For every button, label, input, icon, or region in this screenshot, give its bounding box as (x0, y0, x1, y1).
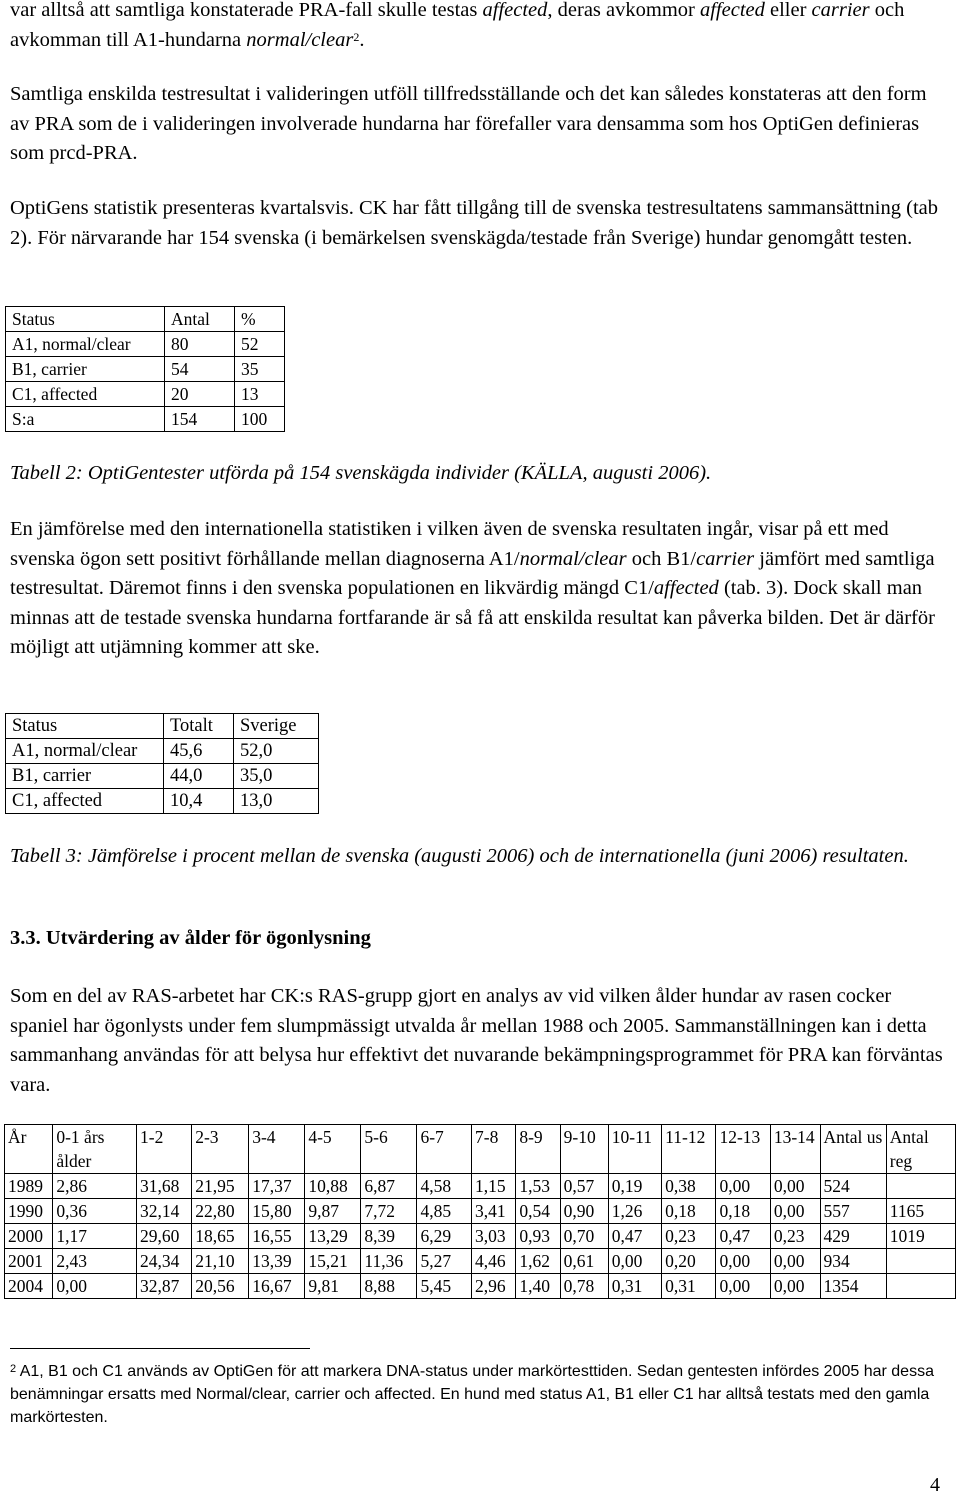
table-cell: 0,78 (560, 1274, 608, 1299)
table-header-cell: 7-8 (472, 1125, 516, 1174)
table-cell: 0,90 (560, 1199, 608, 1224)
table-cell: 5,45 (417, 1274, 472, 1299)
table-cell: 10,88 (305, 1174, 361, 1199)
table-cell: 4,46 (472, 1249, 516, 1274)
table-2 (5, 306, 285, 432)
table-cell: 32,87 (137, 1274, 192, 1299)
table-header-row (6, 714, 319, 739)
table-cell: 154 (165, 407, 235, 432)
table-cell: 2004 (5, 1274, 53, 1299)
table-cell: A1, normal/clear (6, 332, 165, 357)
table-cell: 0,38 (662, 1174, 716, 1199)
table-2-caption: Tabell 2: OptiGentester utförda på 154 svenskägda individer (KÄLLA, augusti 2006). (10, 462, 712, 484)
table-cell: 13,0 (234, 789, 319, 814)
table-row (6, 357, 285, 382)
table-cell: 35 (235, 357, 285, 382)
table-cell: 2000 (5, 1224, 53, 1249)
table-cell: 16,55 (249, 1224, 305, 1249)
table-cell: 13 (235, 382, 285, 407)
table-cell: 11,36 (361, 1249, 417, 1274)
table-cell: 4,58 (417, 1174, 472, 1199)
table-cell: 8,39 (361, 1224, 417, 1249)
table-header-cell: % (235, 307, 285, 332)
table-cell: 2001 (5, 1249, 53, 1274)
table-cell: 5,27 (417, 1249, 472, 1274)
table-header-cell: 5-6 (361, 1125, 417, 1174)
table-cell: 21,10 (192, 1249, 249, 1274)
table-cell: 16,67 (249, 1274, 305, 1299)
table-cell: 0,47 (608, 1224, 661, 1249)
table-cell: C1, affected (6, 789, 164, 814)
table-header-cell: Antal reg (886, 1125, 955, 1174)
table-cell: 100 (235, 407, 285, 432)
table-cell: 9,81 (305, 1274, 361, 1299)
table-header-cell: Antal (165, 307, 235, 332)
table-cell: 15,21 (305, 1249, 361, 1274)
table-cell: 1354 (820, 1274, 886, 1299)
table-cell: 80 (165, 332, 235, 357)
table-cell: 0,00 (716, 1249, 770, 1274)
table-row (6, 789, 319, 814)
table-header-cell: 8-9 (516, 1125, 560, 1174)
table-cell: 24,34 (137, 1249, 192, 1274)
table-cell: 0,00 (770, 1174, 820, 1199)
table-header-cell: Antal us (820, 1125, 886, 1174)
table-cell (886, 1174, 955, 1199)
footnote-ref[interactable]: 2 (353, 29, 360, 44)
paragraph-analysis: Som en del av RAS-arbetet har CK:s RAS-grupp gjort en analys av vid vilken ålder hundar av rasen cocker spaniel har ögonlysts under fem slumpmässigt utvalda år mellan 1988 och 2005. Sammanställningen kan i detta sammanhang användas för att belysa hur effektivt det nuvarande bekämpningsprogrammet för PRA kan förväntas vara. (10, 985, 943, 1096)
table-cell: 6,29 (417, 1224, 472, 1249)
table-cell: 45,6 (164, 739, 234, 764)
table-header-cell: 11-12 (662, 1125, 716, 1174)
table-cell: 0,00 (716, 1274, 770, 1299)
table-header-cell: 4-5 (305, 1125, 361, 1174)
table-cell: 0,18 (662, 1199, 716, 1224)
table-cell: 29,60 (137, 1224, 192, 1249)
table-header-cell: Status (6, 307, 165, 332)
paragraph-statistics: OptiGens statistik presenteras kvartalsvis. CK har fått tillgång till de svenska testresultatens sammansättning (tab 2). För närvarande har 154 svenska (i bemärkelsen svenskägda/testade från Sverige) hundar genomgått testen. (10, 197, 938, 249)
table-header-cell: År (5, 1125, 53, 1174)
table-cell: 22,80 (192, 1199, 249, 1224)
table-cell: 557 (820, 1199, 886, 1224)
table-row (6, 332, 285, 357)
table-cell: 2,96 (472, 1274, 516, 1299)
table-cell (886, 1249, 955, 1274)
paragraph-comparison: En jämförelse med den internationella statistiken i vilken även de svenska resultaten ingår, visar på ett med svenska ögon sett positivt förhållande mellan diagnoserna A1/normal/clear och B1/carrier jämfört med samtliga testresultat. Däremot finns i den svenska populationen en likvärdig mängd C1/affected (tab. 3). Dock skall man minnas att de testade svenska hundarna fortfarande är så få att enskilda resultat kan påverka bilden. Det är därför möjligt att utjämning kommer att ske. (10, 518, 935, 658)
table-cell: 20,56 (192, 1274, 249, 1299)
table-cell: 1165 (886, 1199, 955, 1224)
table-row (5, 1274, 956, 1299)
table-cell: 35,0 (234, 764, 319, 789)
table-cell: 1,53 (516, 1174, 560, 1199)
table-cell: 17,37 (249, 1174, 305, 1199)
table-cell: 52,0 (234, 739, 319, 764)
table-cell: 2,86 (53, 1174, 137, 1199)
table-cell: 3,41 (472, 1199, 516, 1224)
table-cell: 1019 (886, 1224, 955, 1249)
table-cell: 18,65 (192, 1224, 249, 1249)
table-cell: 54 (165, 357, 235, 382)
table-cell: 934 (820, 1249, 886, 1274)
table-cell: 8,88 (361, 1274, 417, 1299)
table-cell: 13,29 (305, 1224, 361, 1249)
table-cell: 1,17 (53, 1224, 137, 1249)
table-cell: 2,43 (53, 1249, 137, 1274)
table-cell: 44,0 (164, 764, 234, 789)
table-cell: 0,00 (608, 1249, 661, 1274)
paragraph-validation: Samtliga enskilda testresultat i valideringen utföll tillfredsställande och det kan således konstateras att den form av PRA som de i valideringen involverade hundarna har förefaller vara densamma som hos OptiGen definieras som prcd-PRA. (10, 83, 927, 164)
table-cell: 31,68 (137, 1174, 192, 1199)
footnote-divider (10, 1348, 310, 1349)
table-cell: S:a (6, 407, 165, 432)
table-cell: 0,19 (608, 1174, 661, 1199)
table-cell: 3,03 (472, 1224, 516, 1249)
table-row (6, 764, 319, 789)
table-cell: 0,00 (770, 1274, 820, 1299)
table-row (5, 1199, 956, 1224)
table-cell: 6,87 (361, 1174, 417, 1199)
table-4 (4, 1124, 956, 1299)
section-heading: 3.3. Utvärdering av ålder för ögonlysning (10, 927, 371, 949)
table-header-row (6, 307, 285, 332)
table-cell: 1989 (5, 1174, 53, 1199)
table-cell: 0,20 (662, 1249, 716, 1274)
table-cell: 10,4 (164, 789, 234, 814)
table-row (6, 407, 285, 432)
paragraph-continuation: var alltså att samtliga konstaterade PRA-fall skulle testas affected, deras avkommor affected eller carrier och avkomman till A1-hundarna normal/clear$^2$. (10, 0, 905, 51)
table-header-cell: Totalt (164, 714, 234, 739)
table-cell (886, 1274, 955, 1299)
table-header-row (5, 1125, 956, 1174)
table-cell: 1,62 (516, 1249, 560, 1274)
table-cell: 524 (820, 1174, 886, 1199)
table-cell: 52 (235, 332, 285, 357)
table-cell: 0,23 (662, 1224, 716, 1249)
table-row (6, 739, 319, 764)
table-header-cell: 0-1 års ålder (53, 1125, 137, 1174)
table-cell: 0,00 (53, 1274, 137, 1299)
table-3 (5, 713, 319, 814)
table-header-cell: 12-13 (716, 1125, 770, 1174)
table-header-cell: 13-14 (770, 1125, 820, 1174)
table-cell: 13,39 (249, 1249, 305, 1274)
table-cell: 0,18 (716, 1199, 770, 1224)
table-cell: 1990 (5, 1199, 53, 1224)
table-row (5, 1224, 956, 1249)
table-header-cell: Status (6, 714, 164, 739)
table-3-caption: Tabell 3: Jämförelse i procent mellan de svenska (augusti 2006) och de internationella (juni 2006) resultaten. (10, 845, 909, 867)
table-cell: A1, normal/clear (6, 739, 164, 764)
table-cell: 0,31 (608, 1274, 661, 1299)
table-header-cell: 2-3 (192, 1125, 249, 1174)
table-cell: 0,00 (770, 1249, 820, 1274)
footnote: $^2$ A1, B1 och C1 används av OptiGen för att markera DNA-status under markörtesttiden. Sedan gentesten infördes 2005 har dessa benämningar ersatts med Normal/clear, carrier och affected. En hund med status A1, B1 eller C1 har alltså testats med den gamla markörtesten. (10, 1363, 934, 1426)
table-cell: 1,40 (516, 1274, 560, 1299)
table-cell: 1,26 (608, 1199, 661, 1224)
table-header-cell: 3-4 (249, 1125, 305, 1174)
table-cell: 0,31 (662, 1274, 716, 1299)
table-row (6, 382, 285, 407)
table-cell: 0,70 (560, 1224, 608, 1249)
table-cell: 0,36 (53, 1199, 137, 1224)
table-cell: 0,47 (716, 1224, 770, 1249)
table-cell: 429 (820, 1224, 886, 1249)
table-cell: 0,54 (516, 1199, 560, 1224)
table-cell: 7,72 (361, 1199, 417, 1224)
table-cell: 15,80 (249, 1199, 305, 1224)
page-number: 4 (930, 1474, 940, 1496)
table-row (5, 1249, 956, 1274)
table-cell: 0,00 (770, 1199, 820, 1224)
table-header-cell: 6-7 (417, 1125, 472, 1174)
table-cell: B1, carrier (6, 764, 164, 789)
table-cell: 0,23 (770, 1224, 820, 1249)
table-cell: 0,00 (716, 1174, 770, 1199)
table-cell: B1, carrier (6, 357, 165, 382)
table-cell: 32,14 (137, 1199, 192, 1224)
table-cell: 1,15 (472, 1174, 516, 1199)
table-row (5, 1174, 956, 1199)
table-cell: 9,87 (305, 1199, 361, 1224)
table-header-cell: 1-2 (137, 1125, 192, 1174)
table-cell: 0,57 (560, 1174, 608, 1199)
table-cell: 4,85 (417, 1199, 472, 1224)
table-cell: 0,61 (560, 1249, 608, 1274)
table-header-cell: 10-11 (608, 1125, 661, 1174)
table-cell: 21,95 (192, 1174, 249, 1199)
table-cell: 0,93 (516, 1224, 560, 1249)
table-header-cell: Sverige (234, 714, 319, 739)
table-cell: 20 (165, 382, 235, 407)
table-header-cell: 9-10 (560, 1125, 608, 1174)
table-cell: C1, affected (6, 382, 165, 407)
